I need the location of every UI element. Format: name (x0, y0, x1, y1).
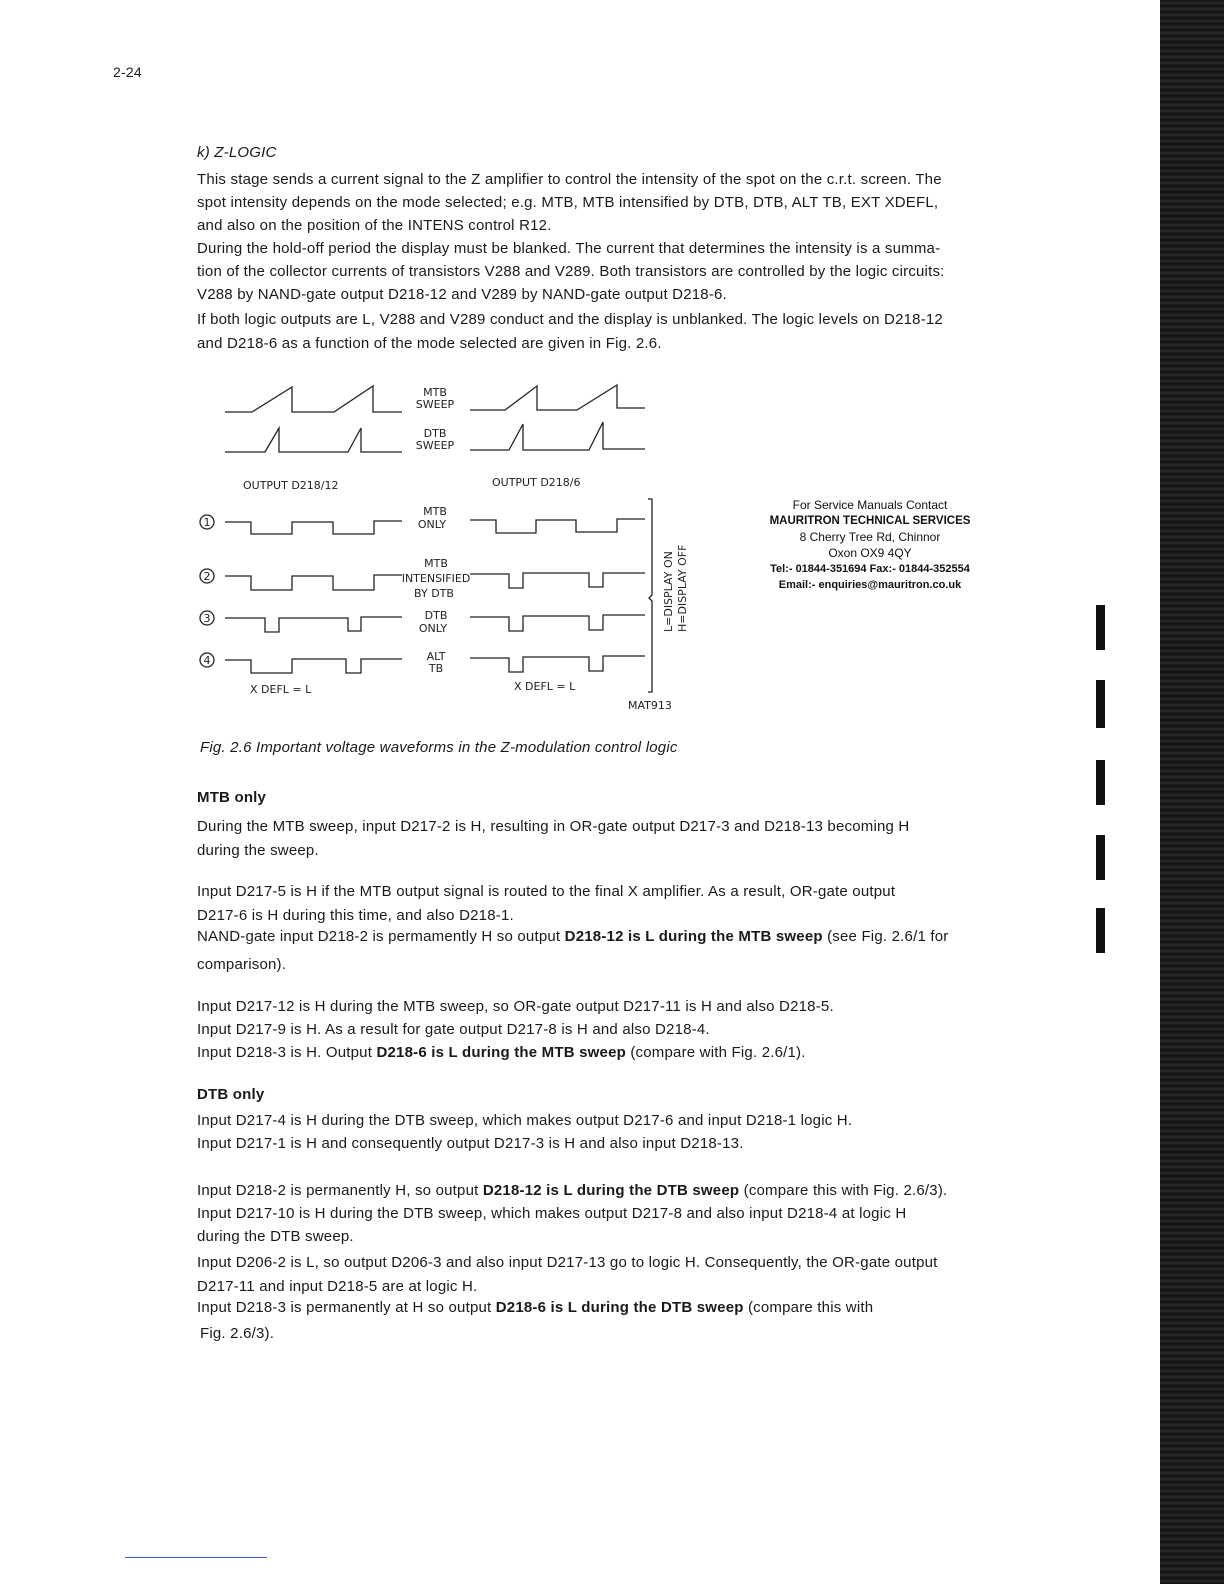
text-segment: (compare this with (743, 1299, 874, 1316)
text-line: If both logic outputs are L, V288 and V289 conduct and the display is unblanked. The logic levels on D218-12 (197, 311, 943, 328)
text-line: comparison). (197, 956, 287, 973)
emphasis: D218-6 is L during the MTB sweep (376, 1044, 626, 1061)
row4-left (225, 659, 402, 673)
text-segment: (compare with Fig. 2.6/1). (625, 1044, 806, 1061)
text-segment: Input D218-3 is permanently at H so output (197, 1299, 496, 1316)
row-number: 3 (203, 612, 211, 625)
text-segment: (see Fig. 2.6/1 for (822, 928, 949, 945)
dtb-sweep-left (225, 428, 402, 452)
section-title: k) Z-LOGIC (197, 144, 277, 161)
contact-company: MAURITRON TECHNICAL SERVICES (769, 515, 971, 527)
row4-right (470, 656, 645, 672)
text-segment: Input D218-3 is H. Output (197, 1044, 377, 1061)
row1-left (225, 521, 402, 534)
text-line: Fig. 2.6/3). (200, 1325, 275, 1342)
text-line: During the MTB sweep, input D217-2 is H, resulting in OR-gate output D217-3 and D218-13 becoming H (197, 818, 910, 835)
text-line (197, 1182, 947, 1199)
contact-line: For Service Manuals Contact (792, 498, 948, 512)
text-segment: Input D218-2 is permanently H, so output (197, 1182, 483, 1199)
text-line: and also on the position of the INTENS control R12. (197, 217, 552, 234)
row3-left (225, 617, 402, 632)
row-label: ONLY (417, 518, 447, 531)
row-number: 1 (203, 516, 211, 529)
row-number: 4 (203, 654, 211, 667)
scan-artifact (1096, 605, 1105, 650)
scan-edge-strip (1160, 0, 1224, 1584)
text-segment: (compare this with Fig. 2.6/3). (739, 1182, 948, 1199)
row-label: MTB (424, 557, 448, 570)
scan-artifact (1096, 760, 1105, 805)
output-right-label: OUTPUT D218/6 (492, 476, 581, 489)
text-line: during the sweep. (197, 842, 319, 859)
dtb-sweep-right (470, 422, 645, 450)
row-label: ALT (426, 650, 446, 663)
text-line: Input D206-2 is L, so output D206-3 and also input D217-13 go to logic H. Consequently, the OR-gate output (197, 1254, 938, 1271)
contact-line: Oxon OX9 4QY (828, 546, 912, 560)
row-label: MTB (423, 505, 447, 518)
xdefl-right: X DEFL = L (514, 680, 576, 693)
text-segment: NAND-gate input D218-2 is permamently H so output (197, 928, 565, 945)
text-line: This stage sends a current signal to the Z amplifier to control the intensity of the spot on the c.r.t. screen. The (197, 171, 942, 188)
text-line (197, 1044, 806, 1061)
row-number: 2 (203, 570, 211, 583)
emphasis: D218-12 is L during the DTB sweep (482, 1182, 740, 1199)
mtb-sweep-left (225, 386, 402, 412)
dtb-sweep-label: DTB (423, 427, 447, 440)
row-label: ONLY (418, 622, 448, 635)
text-line: and D218-6 as a function of the mode selected are given in Fig. 2.6. (197, 335, 662, 352)
mtb-heading: MTB only (197, 789, 267, 806)
text-line: Input D217-5 is H if the MTB output signal is routed to the final X amplifier. As a result, OR-gate output (197, 883, 896, 900)
scan-artifact (1096, 835, 1105, 880)
row3-right (470, 615, 645, 631)
row1-right (470, 519, 645, 533)
text-line: D217-6 is H during this time, and also D218-1. (197, 907, 514, 924)
dtb-heading: DTB only (197, 1086, 265, 1103)
row-label: DTB (424, 609, 448, 622)
scan-artifact (1096, 908, 1105, 953)
text-line: Input D217-12 is H during the MTB sweep, so OR-gate output D217-11 is H and also D218-5. (197, 998, 834, 1015)
text-line: Input D217-9 is H. As a result for gate output D217-8 is H and also D218-4. (197, 1021, 710, 1038)
mtb-sweep-label: MTB (423, 386, 447, 399)
page-number: 2-24 (113, 64, 142, 80)
mtb-sweep-right (470, 385, 645, 410)
waveform-diagram (0, 0, 1224, 720)
text-line (197, 928, 948, 945)
text-line: spot intensity depends on the mode selected; e.g. MTB, MTB intensified by DTB, DTB, ALT TB, EXT XDEFL, (197, 194, 939, 211)
emphasis: D218-6 is L during the DTB sweep (495, 1299, 744, 1316)
text-line: during the DTB sweep. (197, 1228, 354, 1245)
divider-line (125, 1557, 267, 1558)
row-label: BY DTB (414, 587, 454, 600)
figure-caption: Fig. 2.6 Important voltage waveforms in the Z-modulation control logic (200, 739, 678, 756)
dtb-sweep-label: SWEEP (415, 439, 455, 452)
figure-code: MAT913 (628, 699, 672, 712)
scan-artifact (1096, 680, 1105, 728)
contact-box (750, 497, 990, 593)
text-line: Input D217-4 is H during the DTB sweep, which makes output D217-6 and input D218-1 logic H. (197, 1112, 853, 1129)
text-line: Input D217-1 is H and consequently output D217-3 is H and also input D218-13. (197, 1135, 744, 1152)
contact-email: Email:- enquiries@mauritron.co.uk (778, 579, 962, 591)
text-line: tion of the collector currents of transistors V288 and V289. Both transistors are controlled by the logic circuits: (197, 263, 945, 280)
contact-line: 8 Cherry Tree Rd, Chinnor (799, 530, 941, 544)
text-line: D217-11 and input D218-5 are at logic H. (197, 1278, 478, 1295)
row2-right (470, 573, 645, 588)
text-line (197, 1299, 873, 1316)
legend-display-off: H=DISPLAY OFF (676, 544, 689, 632)
output-left-label: OUTPUT D218/12 (243, 479, 339, 492)
legend-display-on: L=DISPLAY ON (662, 551, 675, 632)
contact-phone: Tel:- 01844-351694 Fax:- 01844-352554 (770, 563, 970, 575)
row-label: INTENSIFIED (401, 572, 471, 585)
xdefl-left: X DEFL = L (250, 683, 312, 696)
text-line: During the hold-off period the display must be blanked. The current that determines the intensity is a summa- (197, 240, 941, 257)
row-label: TB (428, 662, 444, 675)
row2-left (225, 575, 402, 590)
text-line: V288 by NAND-gate output D218-12 and V289 by NAND-gate output D218-6. (197, 286, 727, 303)
mtb-sweep-label: SWEEP (415, 398, 455, 411)
bracket (648, 499, 652, 692)
text-line: Input D217-10 is H during the DTB sweep, which makes output D217-8 and also input D218-4 at logic H (197, 1205, 907, 1222)
emphasis: D218-12 is L during the MTB sweep (564, 928, 823, 945)
